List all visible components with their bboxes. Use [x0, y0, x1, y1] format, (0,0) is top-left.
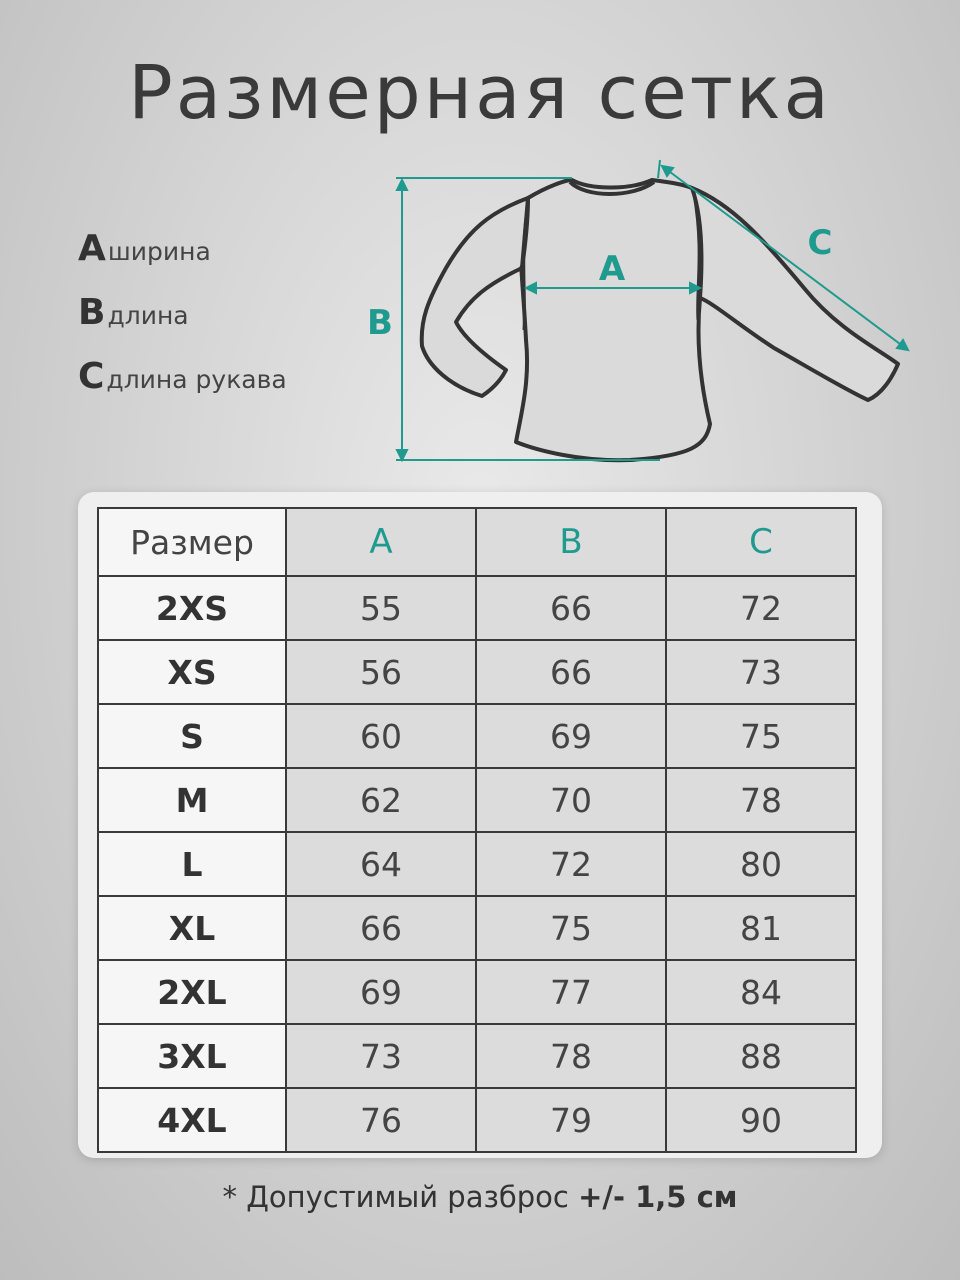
value-cell: 64 — [286, 832, 476, 896]
table-row — [98, 832, 856, 896]
note-tolerance: +/- 1,5 см — [578, 1180, 738, 1214]
legend-item-b — [78, 292, 287, 356]
value-cell: 55 — [286, 576, 476, 640]
table-row — [98, 576, 856, 640]
legend — [78, 228, 287, 420]
value-cell: 90 — [666, 1088, 856, 1152]
header-b: B — [476, 508, 666, 576]
value-cell: 88 — [666, 1024, 856, 1088]
value-cell: 73 — [666, 640, 856, 704]
legend-text: длина — [107, 301, 189, 330]
value-cell: 80 — [666, 832, 856, 896]
table-row — [98, 704, 856, 768]
size-cell: L — [98, 832, 286, 896]
label-a: A — [598, 249, 626, 289]
table-row — [98, 768, 856, 832]
size-cell: S — [98, 704, 286, 768]
value-cell: 78 — [476, 1024, 666, 1088]
value-cell: 66 — [476, 576, 666, 640]
header-size: Размер — [98, 508, 286, 576]
page-title: Размерная сетка — [128, 50, 832, 136]
value-cell: 66 — [476, 640, 666, 704]
value-cell: 79 — [476, 1088, 666, 1152]
header-c: C — [666, 508, 856, 576]
value-cell: 84 — [666, 960, 856, 1024]
size-cell: XL — [98, 896, 286, 960]
value-cell: 72 — [476, 832, 666, 896]
value-cell: 75 — [666, 704, 856, 768]
label-c: C — [807, 223, 833, 263]
value-cell: 70 — [476, 768, 666, 832]
value-cell: 69 — [476, 704, 666, 768]
size-cell: 3XL — [98, 1024, 286, 1088]
value-cell: 56 — [286, 640, 476, 704]
size-cell: M — [98, 768, 286, 832]
value-cell: 75 — [476, 896, 666, 960]
legend-text: длина рукава — [106, 365, 287, 394]
table-row — [98, 1088, 856, 1152]
garment-diagram — [360, 150, 920, 480]
value-cell: 76 — [286, 1088, 476, 1152]
size-table — [97, 507, 857, 1153]
size-cell: 2XL — [98, 960, 286, 1024]
table-row — [98, 640, 856, 704]
size-cell: XS — [98, 640, 286, 704]
value-cell: 72 — [666, 576, 856, 640]
value-cell: 77 — [476, 960, 666, 1024]
table-row — [98, 1024, 856, 1088]
tolerance-note — [0, 1180, 960, 1214]
value-cell: 78 — [666, 768, 856, 832]
table-row — [98, 896, 856, 960]
size-table-card — [78, 492, 882, 1158]
table-row — [98, 960, 856, 1024]
value-cell: 73 — [286, 1024, 476, 1088]
legend-item-c — [78, 356, 287, 420]
value-cell: 66 — [286, 896, 476, 960]
note-text: * Допустимый разброс — [222, 1180, 579, 1214]
label-b: B — [367, 303, 393, 343]
size-cell: 2XS — [98, 576, 286, 640]
size-cell: 4XL — [98, 1088, 286, 1152]
legend-letter: A — [78, 228, 106, 269]
table-header-row — [98, 508, 856, 576]
value-cell: 60 — [286, 704, 476, 768]
value-cell: 69 — [286, 960, 476, 1024]
header-a: A — [286, 508, 476, 576]
legend-text: ширина — [107, 237, 211, 266]
legend-letter: C — [78, 356, 105, 397]
legend-letter: B — [78, 292, 106, 333]
legend-item-a — [78, 228, 287, 292]
value-cell: 81 — [666, 896, 856, 960]
value-cell: 62 — [286, 768, 476, 832]
